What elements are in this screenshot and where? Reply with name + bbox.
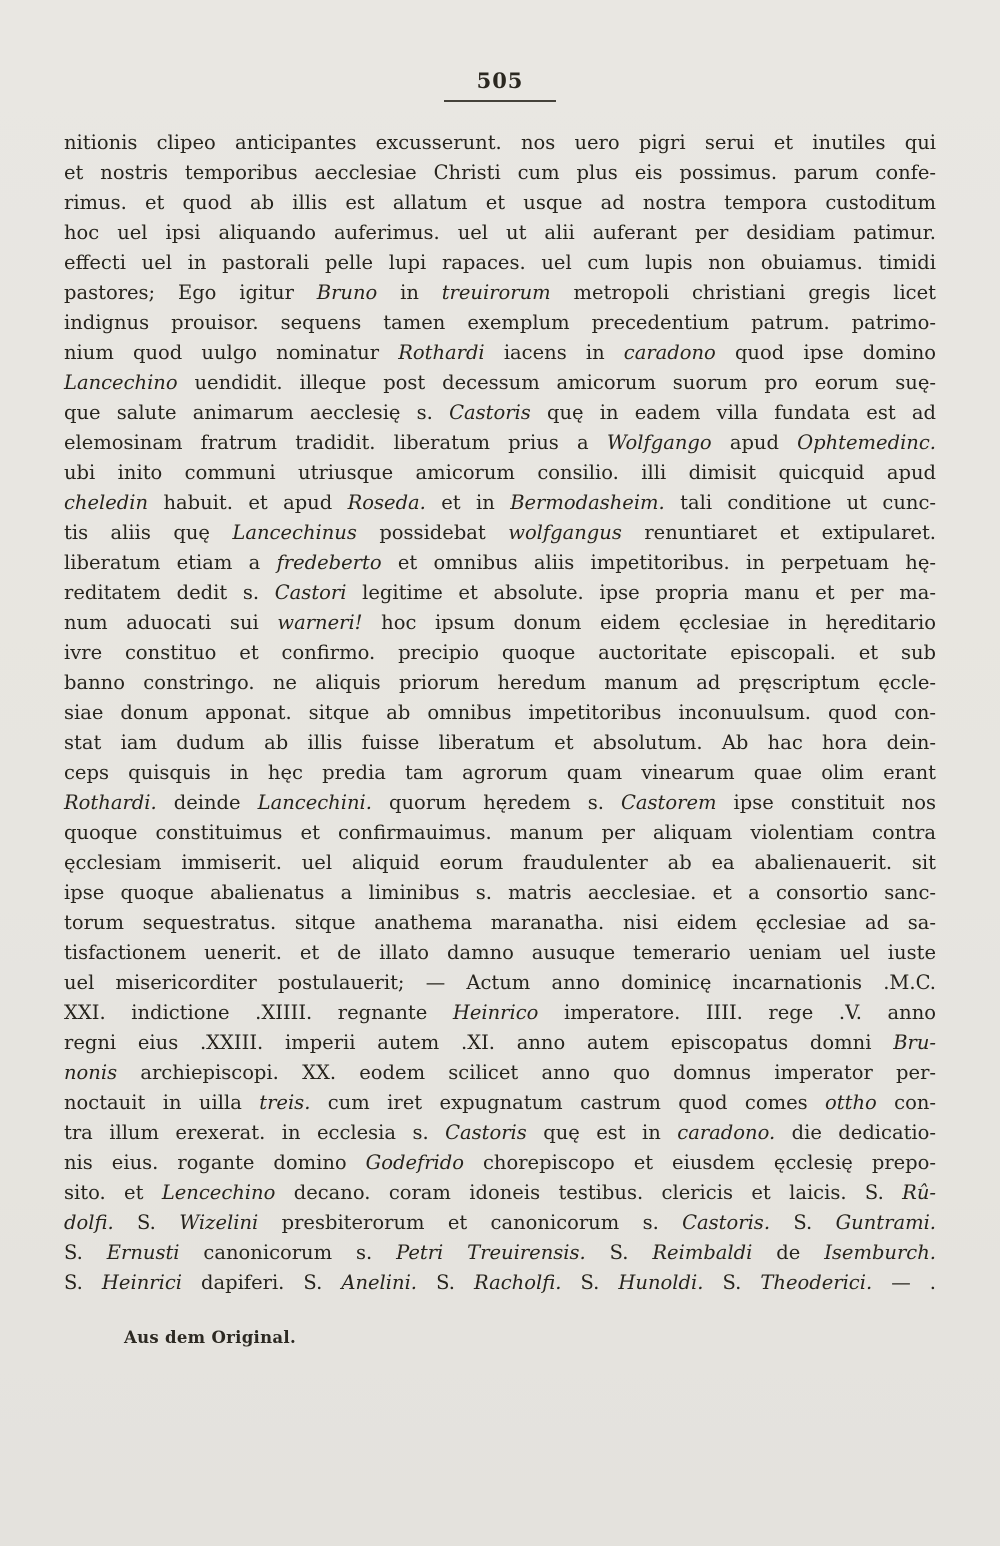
text-segment: et nostris temporibus aecclesiae Christi cum plus eis possimus. parum confe- bbox=[64, 161, 936, 184]
text-segment: XXI. indictione .XIIII. regnante bbox=[64, 1001, 453, 1024]
text-segment: ubi inito communi utriusque amicorum consilio. illi dimisit quicquid apud bbox=[64, 461, 936, 484]
italic-text-segment: Reimbaldi bbox=[652, 1241, 753, 1264]
text-segment: quę in eadem villa fundata est ad bbox=[530, 401, 936, 424]
italic-text-segment: fredeberto bbox=[276, 551, 382, 574]
text-segment: die dedicatio- bbox=[775, 1121, 936, 1144]
text-line bbox=[64, 278, 936, 308]
header-rule bbox=[444, 100, 556, 102]
italic-text-segment: wolfgangus bbox=[508, 521, 622, 544]
text-segment: quoque constituimus et confirmauimus. manum per aliquam violentiam contra bbox=[64, 821, 936, 844]
text-segment: quę est in bbox=[526, 1121, 678, 1144]
text-segment: imperatore. IIII. rege .V. anno bbox=[538, 1001, 936, 1024]
italic-text-segment: Theoderici. bbox=[760, 1271, 873, 1294]
text-segment: reditatem dedit s. bbox=[64, 581, 275, 604]
italic-text-segment: Bruno bbox=[316, 281, 378, 304]
text-segment: ęcclesiam immiserit. uel aliquid eorum fraudulenter ab ea abalienauerit. sit bbox=[64, 851, 936, 874]
text-segment: S. bbox=[64, 1271, 102, 1294]
text-line bbox=[64, 968, 936, 998]
text-segment: iacens in bbox=[484, 341, 624, 364]
text-segment: archiepiscopi. XX. eodem scilicet anno quo domnus imperator per- bbox=[117, 1061, 936, 1084]
text-segment: habuit. et apud bbox=[148, 491, 348, 514]
italic-text-segment: Lancechini. bbox=[257, 791, 372, 814]
text-line bbox=[64, 338, 936, 368]
italic-text-segment: Racholfi. bbox=[473, 1271, 562, 1294]
text-segment: hoc ipsum donum eidem ęcclesiae in hęreditario bbox=[362, 611, 936, 634]
text-segment: elemosinam fratrum tradidit. liberatum prius a bbox=[64, 431, 607, 454]
text-segment: hoc uel ipsi aliquando auferimus. uel ut alii auferant per desidiam patimur. bbox=[64, 221, 936, 244]
italic-text-segment: Castorem bbox=[621, 791, 717, 814]
italic-text-segment: Wolfgango bbox=[606, 431, 712, 454]
text-segment: ivre constituo et confirmo. precipio quoque auctoritate episcopali. et sub bbox=[64, 641, 936, 664]
italic-text-segment: Godefrido bbox=[365, 1151, 465, 1174]
italic-text-segment: Lancechino bbox=[64, 371, 178, 394]
text-line bbox=[64, 1208, 936, 1238]
italic-text-segment: Rothardi bbox=[398, 341, 485, 364]
italic-text-segment: Wizelini bbox=[179, 1211, 259, 1234]
text-line bbox=[64, 1178, 936, 1208]
text-line bbox=[64, 518, 936, 548]
text-line bbox=[64, 428, 936, 458]
text-segment: que salute animarum aecclesię s. bbox=[64, 401, 450, 424]
text-line bbox=[64, 578, 936, 608]
text-segment: apud bbox=[711, 431, 798, 454]
text-segment: S. bbox=[113, 1211, 180, 1234]
text-segment: noctauit in uilla bbox=[64, 1091, 260, 1114]
italic-text-segment: Castoris bbox=[445, 1121, 527, 1144]
text-segment: S. bbox=[417, 1271, 474, 1294]
italic-text-segment: Castoris bbox=[449, 401, 531, 424]
text-segment: quod ipse domino bbox=[715, 341, 936, 364]
italic-text-segment: treuirorum bbox=[441, 281, 551, 304]
text-line bbox=[64, 668, 936, 698]
italic-text-segment: Roseda. bbox=[347, 491, 426, 514]
text-segment: S. bbox=[561, 1271, 619, 1294]
text-segment: metropoli christiani gregis licet bbox=[550, 281, 936, 304]
text-segment: regni eius .XXIII. imperii autem .XI. anno autem episcopatus domni bbox=[64, 1031, 894, 1054]
text-segment: deinde bbox=[156, 791, 258, 814]
document-body bbox=[64, 128, 936, 1298]
text-segment: uendidit. illeque post decessum amicorum suorum pro eorum suę- bbox=[177, 371, 936, 394]
text-segment: uel misericorditer postulauerit; — Actum anno dominicę incarnationis .M.C. bbox=[64, 971, 936, 994]
text-segment: nis eius. rogante domino bbox=[64, 1151, 366, 1174]
text-line bbox=[64, 728, 936, 758]
italic-text-segment: Rû- bbox=[902, 1181, 936, 1204]
italic-text-segment: Lancechinus bbox=[232, 521, 357, 544]
italic-text-segment: Petri Treuirensis. bbox=[396, 1241, 586, 1264]
text-segment: in bbox=[377, 281, 442, 304]
text-line bbox=[64, 248, 936, 278]
text-line bbox=[64, 1268, 936, 1298]
text-line bbox=[64, 818, 936, 848]
text-segment: S. bbox=[585, 1241, 653, 1264]
text-segment: dapiferi. S. bbox=[181, 1271, 342, 1294]
text-segment: S. bbox=[770, 1211, 836, 1234]
text-line bbox=[64, 908, 936, 938]
text-line bbox=[64, 398, 936, 428]
text-segment: siae donum apponat. sitque ab omnibus impetitoribus inconuulsum. quod con- bbox=[64, 701, 936, 724]
text-line bbox=[64, 128, 936, 158]
text-line bbox=[64, 458, 936, 488]
text-segment: stat iam dudum ab illis fuisse liberatum et absolutum. Ab hac hora dein- bbox=[64, 731, 936, 754]
italic-text-segment: Castoris. bbox=[682, 1211, 771, 1234]
text-line bbox=[64, 758, 936, 788]
italic-text-segment: Hunoldi. bbox=[618, 1271, 704, 1294]
italic-text-segment: Bru- bbox=[893, 1031, 936, 1054]
text-segment: legitime et absolute. ipse propria manu et per ma- bbox=[346, 581, 936, 604]
text-segment: ipse quoque abalienatus a liminibus s. matris aecclesiae. et a consortio sanc- bbox=[64, 881, 936, 904]
text-line bbox=[64, 1238, 936, 1268]
text-line bbox=[64, 848, 936, 878]
text-segment: renuntiaret et extipularet. bbox=[621, 521, 936, 544]
text-segment: de bbox=[752, 1241, 825, 1264]
text-line bbox=[64, 368, 936, 398]
text-segment: possidebat bbox=[356, 521, 509, 544]
text-line bbox=[64, 878, 936, 908]
text-segment: cum iret expugnatum castrum quod comes bbox=[310, 1091, 826, 1114]
text-line bbox=[64, 698, 936, 728]
text-line bbox=[64, 1028, 936, 1058]
italic-text-segment: treis. bbox=[259, 1091, 311, 1114]
italic-text-segment: caradono bbox=[623, 341, 716, 364]
italic-text-segment: Ophtemedinc. bbox=[797, 431, 936, 454]
text-segment: liberatum etiam a bbox=[64, 551, 277, 574]
italic-text-segment: Isemburch. bbox=[824, 1241, 936, 1264]
text-segment: canonicorum s. bbox=[179, 1241, 397, 1264]
text-line bbox=[64, 1058, 936, 1088]
text-segment: ipse constituit nos bbox=[716, 791, 936, 814]
text-segment: nitionis clipeo anticipantes excusserunt. nos uero pigri serui et inutiles qui bbox=[64, 131, 936, 154]
italic-text-segment: Guntrami. bbox=[835, 1211, 936, 1234]
text-line bbox=[64, 158, 936, 188]
text-line bbox=[64, 488, 936, 518]
text-line bbox=[64, 188, 936, 218]
italic-text-segment: Heinrico bbox=[452, 1001, 539, 1024]
text-segment: pastores; Ego igitur bbox=[64, 281, 317, 304]
text-segment: tra illum erexerat. in ecclesia s. bbox=[64, 1121, 446, 1144]
text-segment: effecti uel in pastorali pelle lupi rapaces. uel cum lupis non obuiamus. timidi bbox=[64, 251, 936, 274]
text-segment: presbiterorum et canonicorum s. bbox=[258, 1211, 683, 1234]
italic-text-segment: Heinrici bbox=[101, 1271, 182, 1294]
text-segment: torum sequestratus. sitque anathema maranatha. nisi eidem ęcclesiae ad sa- bbox=[64, 911, 936, 934]
text-segment: num aduocati sui bbox=[64, 611, 278, 634]
text-line bbox=[64, 1118, 936, 1148]
text-segment: et in bbox=[425, 491, 511, 514]
italic-text-segment: caradono. bbox=[677, 1121, 776, 1144]
text-line bbox=[64, 548, 936, 578]
text-line bbox=[64, 1148, 936, 1178]
italic-text-segment: ottho bbox=[825, 1091, 877, 1114]
italic-text-segment: dolfi. bbox=[64, 1211, 114, 1234]
text-segment: ceps quisquis in hęc predia tam agrorum quam vinearum quae olim erant bbox=[64, 761, 936, 784]
text-segment: rimus. et quod ab illis est allatum et usque ad nostra tempora custoditum bbox=[64, 191, 936, 214]
italic-text-segment: Anelini. bbox=[341, 1271, 418, 1294]
text-line bbox=[64, 218, 936, 248]
italic-text-segment: nonis bbox=[64, 1061, 118, 1084]
text-line bbox=[64, 998, 936, 1028]
text-segment: chorepiscopo et eiusdem ęcclesię prepo- bbox=[464, 1151, 936, 1174]
page-header bbox=[0, 0, 1000, 102]
text-segment: et omnibus aliis impetitoribus. in perpetuam hę- bbox=[381, 551, 936, 574]
text-segment: S. bbox=[703, 1271, 761, 1294]
text-segment: nium quod uulgo nominatur bbox=[64, 341, 399, 364]
text-segment: — . bbox=[872, 1271, 936, 1294]
text-segment: indignus prouisor. sequens tamen exemplum precedentium patrum. patrimo- bbox=[64, 311, 936, 334]
italic-text-segment: Bermodasheim. bbox=[510, 491, 665, 514]
italic-text-segment: Castori bbox=[274, 581, 347, 604]
text-segment: decano. coram idoneis testibus. clericis et laicis. S. bbox=[275, 1181, 903, 1204]
page-number: 505 bbox=[476, 68, 524, 93]
text-segment: quorum hęredem s. bbox=[371, 791, 621, 814]
text-line bbox=[64, 938, 936, 968]
text-line bbox=[64, 638, 936, 668]
italic-text-segment: Lencechino bbox=[161, 1181, 276, 1204]
text-line bbox=[64, 788, 936, 818]
text-segment: sito. et bbox=[64, 1181, 162, 1204]
text-segment: S. bbox=[64, 1241, 107, 1264]
italic-text-segment: cheledin bbox=[64, 491, 149, 514]
text-line bbox=[64, 308, 936, 338]
italic-text-segment: Ernusti bbox=[106, 1241, 180, 1264]
italic-text-segment: warneri! bbox=[277, 611, 363, 634]
text-line bbox=[64, 1088, 936, 1118]
italic-text-segment: Rothardi. bbox=[64, 791, 157, 814]
text-segment: banno constringo. ne aliquis priorum heredum manum ad pręscriptum ęccle- bbox=[64, 671, 936, 694]
text-segment: tisfactionem uenerit. et de illato damno ausuque temerario ueniam uel iuste bbox=[64, 941, 936, 964]
text-segment: tali conditione ut cunc- bbox=[664, 491, 936, 514]
text-segment: tis aliis quę bbox=[64, 521, 233, 544]
text-segment: con- bbox=[876, 1091, 936, 1114]
source-note: Aus dem Original. bbox=[124, 1328, 297, 1347]
text-line bbox=[64, 608, 936, 638]
